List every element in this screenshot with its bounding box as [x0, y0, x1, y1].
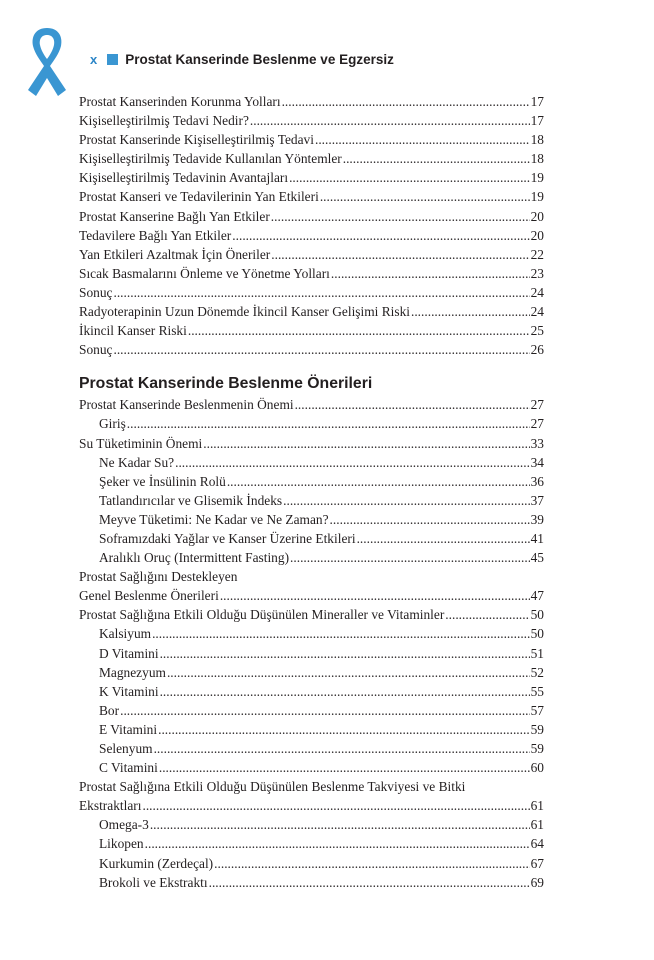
toc-entry-title: Meyve Tüketimi: Ne Kadar ve Ne Zaman? [99, 511, 329, 527]
toc-entry-page: 22 [530, 246, 544, 262]
toc-entry [79, 854, 544, 873]
toc-entry [79, 111, 544, 130]
toc-entry-page: 27 [530, 397, 544, 413]
toc-entry-title: Radyoterapinin Uzun Dönemde İkincil Kanser Gelişimi Riski [79, 304, 410, 320]
dot-leader [113, 283, 529, 302]
toc-entry [79, 701, 544, 720]
dot-leader [289, 168, 530, 187]
toc-entry-title: Giriş [99, 416, 126, 432]
toc-entry [79, 491, 544, 510]
toc-entry [79, 321, 544, 340]
toc-entry-page: 59 [530, 741, 544, 756]
dot-leader [113, 340, 529, 359]
toc-entry-title: D Vitamini [99, 645, 159, 661]
toc-entry-title: Kişiselleştirilmiş Tedavi Nedir? [79, 113, 249, 129]
toc-entry [79, 245, 544, 264]
dot-leader [295, 395, 530, 414]
toc-entry-title: K Vitamini [99, 683, 159, 699]
dot-leader [343, 149, 530, 168]
toc-entry-title: C Vitamini [99, 760, 158, 776]
toc-entry-page: 20 [530, 227, 544, 243]
toc-entry-title: Prostat Sağlığını Destekleyen [79, 569, 238, 585]
toc-entry [79, 815, 544, 834]
dot-leader [158, 720, 530, 739]
toc-entry-title: Likopen [99, 836, 144, 852]
toc-entry-title: Bor [99, 702, 120, 718]
toc-entry-page: 19 [530, 170, 544, 186]
toc-entry-title: Aralıklı Oruç (Intermittent Fasting) [99, 550, 290, 566]
toc-entry [79, 739, 544, 758]
toc-entry [79, 340, 544, 359]
dot-leader [150, 815, 530, 834]
toc-entry [79, 644, 544, 663]
dot-leader [315, 130, 530, 149]
toc-entry [79, 434, 544, 453]
toc-entry [79, 168, 544, 187]
dot-leader [159, 758, 530, 777]
toc-entry-page: 59 [530, 721, 544, 737]
toc-entry-title: Kişiselleştirilmiş Tedavinin Avantajları [79, 170, 289, 186]
toc-entry-title: E Vitamini [99, 721, 158, 737]
dot-leader [203, 434, 529, 453]
toc-entry [79, 720, 544, 739]
toc-entry-page: 57 [530, 702, 544, 718]
toc-entry [79, 796, 544, 815]
toc-entry [79, 663, 544, 682]
toc-entry-title: Kalsiyum [99, 626, 152, 642]
toc-entry [79, 548, 544, 567]
toc-entry-page: 41 [530, 530, 544, 546]
dot-leader [357, 529, 530, 548]
toc-entry-title: Sıcak Basmalarını Önleme ve Yönetme Yolları [79, 265, 330, 281]
dot-leader [214, 854, 529, 873]
dot-leader [120, 701, 530, 720]
toc-entry [79, 395, 544, 414]
toc-entry-page: 24 [530, 284, 544, 300]
toc-entry-title: Genel Beslenme Önerileri [79, 588, 219, 604]
toc-entry-page: 61 [530, 817, 544, 833]
toc-entry [79, 302, 544, 321]
toc-entry [79, 624, 544, 643]
toc-entry-page: 34 [530, 454, 544, 470]
toc-entry-page: 27 [530, 416, 544, 432]
dot-leader [160, 644, 530, 663]
dot-leader [145, 834, 530, 853]
toc-entry-title: Brokoli ve Ekstraktı [99, 874, 208, 890]
dot-leader [127, 414, 530, 433]
dot-leader [290, 548, 530, 567]
toc-entry-page: 61 [530, 798, 544, 814]
toc-entry-page: 55 [530, 683, 544, 699]
toc-entry-page: 26 [530, 342, 544, 358]
toc-entry-title: Kurkumin (Zerdeçal) [99, 855, 214, 871]
toc-entry [79, 149, 544, 168]
toc-entry-page: 64 [530, 836, 544, 852]
toc-entry [79, 414, 544, 433]
toc-entry-page: 17 [530, 113, 544, 129]
toc-entry-title: Prostat Kanserine Bağlı Yan Etkiler [79, 208, 270, 224]
toc-entry-page: 17 [530, 94, 544, 109]
dot-leader [331, 264, 530, 283]
toc-entry [79, 187, 544, 206]
toc-entry-page: 45 [530, 550, 544, 566]
dot-leader [188, 321, 530, 340]
toc-entry-title: Omega-3 [99, 817, 149, 833]
toc-entry-title: Prostat Kanserinde Beslenmenin Önemi [79, 397, 294, 413]
toc-entry [79, 207, 544, 226]
toc-entry-title: Ekstraktları [79, 798, 142, 814]
toc-entry-page: 50 [530, 607, 544, 623]
toc-entry [79, 758, 544, 777]
toc-entry [79, 777, 544, 796]
page-number: x [90, 52, 98, 67]
toc-entry [79, 226, 544, 245]
toc-entry-page: 67 [530, 855, 544, 871]
toc-entry [79, 453, 544, 472]
dot-leader [271, 207, 530, 226]
toc-entry-title: Prostat Sağlığına Etkili Olduğu Düşünülen Mineraller ve Vitaminler [79, 607, 445, 623]
book-title: Prostat Kanserinde Beslenme ve Egzersiz [125, 52, 394, 67]
toc-entry [79, 264, 544, 283]
toc-entry-page: 20 [530, 208, 544, 224]
toc-entry-title: Soframızdaki Yağlar ve Kanser Üzerine Etkileri [99, 530, 356, 546]
toc-entry-page: 47 [530, 588, 544, 604]
table-of-contents [79, 92, 544, 892]
toc-entry-title: Ne Kadar Su? [99, 454, 175, 470]
toc-entry-page: 51 [530, 645, 544, 661]
running-header [90, 52, 394, 67]
toc-entry-page: 18 [530, 151, 544, 167]
awareness-ribbon-icon [22, 24, 72, 100]
dot-leader [282, 92, 530, 111]
section-title: Prostat Kanserinde Beslenme Önerileri [79, 375, 373, 393]
toc-entry [79, 130, 544, 149]
toc-entry [79, 529, 544, 548]
toc-entry-title: Prostat Kanserinden Korunma Yolları [79, 94, 281, 109]
toc-entry-title: Şeker ve İnsülinin Rolü [99, 473, 226, 489]
dot-leader [271, 245, 529, 264]
toc-entry-page: 18 [530, 132, 544, 148]
square-bullet-icon [107, 54, 118, 65]
toc-entry-page: 25 [530, 323, 544, 339]
dot-leader [283, 491, 529, 510]
toc-entry [79, 873, 544, 892]
dot-leader [160, 682, 530, 701]
dot-leader [250, 111, 530, 130]
toc-entry-page: 37 [530, 492, 544, 508]
dot-leader [220, 586, 530, 605]
toc-entry-page: 50 [530, 626, 544, 642]
dot-leader [175, 453, 530, 472]
toc-entry-page: 24 [530, 304, 544, 320]
toc-entry [79, 472, 544, 491]
toc-entry-title: Selenyum [99, 741, 153, 756]
dot-leader [320, 187, 530, 206]
toc-entry-title: Tatlandırıcılar ve Glisemik İndeks [99, 492, 283, 508]
toc-entry [79, 510, 544, 529]
toc-entry-page: 60 [530, 760, 544, 776]
dot-leader [209, 873, 530, 892]
toc-entry [79, 682, 544, 701]
toc-entry [79, 283, 544, 302]
toc-entry-page: 23 [530, 265, 544, 281]
dot-leader [411, 302, 530, 321]
toc-entry-title: Tedavilere Bağlı Yan Etkiler [79, 227, 232, 243]
toc-entry-page: 52 [530, 664, 544, 680]
toc-entry-title: Prostat Sağlığına Etkili Olduğu Düşünülen Beslenme Takviyesi ve Bitki [79, 779, 466, 795]
toc-entry-title: İkincil Kanser Riski [79, 323, 187, 339]
toc-entry-page: 39 [530, 511, 544, 527]
toc-entry-title: Kişiselleştirilmiş Tedavide Kullanılan Yöntemler [79, 151, 342, 167]
toc-entry-page: 36 [530, 473, 544, 489]
toc-entry-title: Yan Etkileri Azaltmak İçin Öneriler [79, 246, 271, 262]
toc-entry-title: Prostat Kanserinde Kişiselleştirilmiş Tedavi [79, 132, 314, 148]
toc-entry-title: Sonuç [79, 284, 113, 300]
toc-entry [79, 834, 544, 853]
dot-leader [330, 510, 530, 529]
dot-leader [445, 605, 529, 624]
toc-part-1 [79, 92, 544, 359]
dot-leader [167, 663, 530, 682]
toc-entry-title: Su Tüketiminin Önemi [79, 435, 203, 451]
toc-entry-title: Sonuç [79, 342, 113, 358]
dot-leader [227, 472, 530, 491]
toc-entry-title: Magnezyum [99, 664, 166, 680]
dot-leader [232, 226, 529, 245]
toc-entry [79, 92, 544, 111]
toc-entry-title: Prostat Kanseri ve Tedavilerinin Yan Etkileri [79, 189, 319, 205]
dot-leader [142, 796, 529, 815]
toc-part-2 [79, 395, 544, 891]
toc-entry-page: 19 [530, 189, 544, 205]
toc-entry [79, 567, 544, 586]
dot-leader [154, 739, 530, 758]
toc-entry [79, 586, 544, 605]
toc-entry [79, 605, 544, 624]
dot-leader [152, 624, 530, 643]
toc-entry-page: 69 [530, 874, 544, 890]
toc-entry-page: 33 [530, 435, 544, 451]
